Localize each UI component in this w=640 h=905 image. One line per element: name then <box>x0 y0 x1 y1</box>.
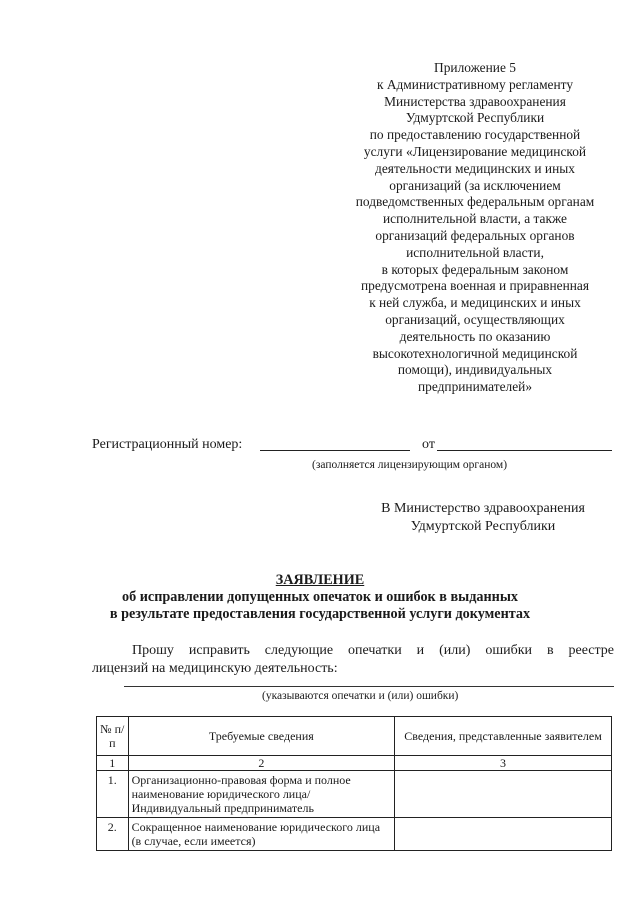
appendix-line: организаций, осуществляющих <box>385 311 565 327</box>
errors-field[interactable] <box>124 686 614 687</box>
row-number: 2. <box>97 818 129 851</box>
appendix-line: организаций (за исключением <box>389 177 561 193</box>
appendix-line: подведомственных федеральным органам <box>355 194 595 210</box>
addressee-line: Удмуртской Республики <box>410 519 556 534</box>
errors-note: (указываются опечатки и (или) ошибки) <box>262 690 459 702</box>
appendix-line: помощи), индивидуальных <box>397 362 553 378</box>
appendix-line: деятельности медицинских и иных <box>375 160 575 176</box>
table-row <box>97 771 612 818</box>
applicant-value-field[interactable] <box>395 771 612 818</box>
table-number-row <box>97 756 612 771</box>
appendix-block <box>330 60 620 396</box>
appendix-line: в которых федеральным законом <box>381 261 569 277</box>
registration-from-label: от <box>422 437 435 452</box>
appendix-line: к Административному регламенту <box>376 76 574 92</box>
appendix-line: высокотехнологичной медицинской <box>372 345 578 361</box>
table-header: Сведения, представленные заявителем <box>395 717 612 756</box>
request-text: Прошу исправить следующие опечатки и (или) ошибки в реестре <box>132 643 614 658</box>
appendix-line: предпринимателей» <box>417 379 533 395</box>
info-table <box>96 716 612 851</box>
table-header-row <box>97 717 612 756</box>
row-description: Организационно-правовая форма и полное наименование юридического лица/ Индивидуальный предприниматель <box>128 771 395 818</box>
appendix-line: Приложение 5 <box>434 60 516 75</box>
row-description: Сокращенное наименование юридического лица (в случае, если имеется) <box>128 818 395 851</box>
registration-date-field[interactable] <box>437 450 612 451</box>
registration-label: Регистрационный номер: <box>92 437 243 452</box>
addressee-block <box>348 500 618 536</box>
column-number: 3 <box>395 756 612 771</box>
column-number: 2 <box>128 756 395 771</box>
registration-block <box>92 436 612 471</box>
applicant-value-field[interactable] <box>395 818 612 851</box>
request-text: лицензий на медицинскую деятельность: <box>92 661 338 676</box>
statement-subtitle: об исправлении допущенных опечаток и ошибок в выданных <box>121 589 518 605</box>
appendix-line: деятельность по оказанию <box>399 328 551 344</box>
column-number: 1 <box>97 756 129 771</box>
statement-subtitle: в результате предоставления государственной услуги документах <box>109 606 531 622</box>
statement-title <box>40 572 600 623</box>
request-paragraph <box>92 642 614 678</box>
appendix-line: организаций федеральных органов <box>375 227 575 243</box>
statement-heading: ЗАЯВЛЕНИЕ <box>275 572 365 588</box>
registration-number-field[interactable] <box>260 450 410 451</box>
registration-note: (заполняется лицензирующим органом) <box>312 459 508 471</box>
appendix-line: предусмотрена военная и приравненная <box>360 278 590 294</box>
appendix-line: исполнительной власти, <box>406 244 544 260</box>
table-header: Требуемые сведения <box>128 717 395 756</box>
table-row <box>97 818 612 851</box>
appendix-line: услуги «Лицензирование медицинской <box>363 143 587 159</box>
table-header: № п/п <box>97 717 129 756</box>
row-number: 1. <box>97 771 129 818</box>
appendix-line: по предоставлению государственной <box>369 127 581 143</box>
appendix-line: к ней служба, и медицинских и иных <box>369 295 581 311</box>
appendix-line: исполнительной власти, а также <box>383 211 567 227</box>
appendix-line: Удмуртской Республики <box>405 110 545 126</box>
appendix-line: Министерства здравоохранения <box>384 93 566 109</box>
addressee-line: В Министерство здравоохранения <box>381 501 585 516</box>
